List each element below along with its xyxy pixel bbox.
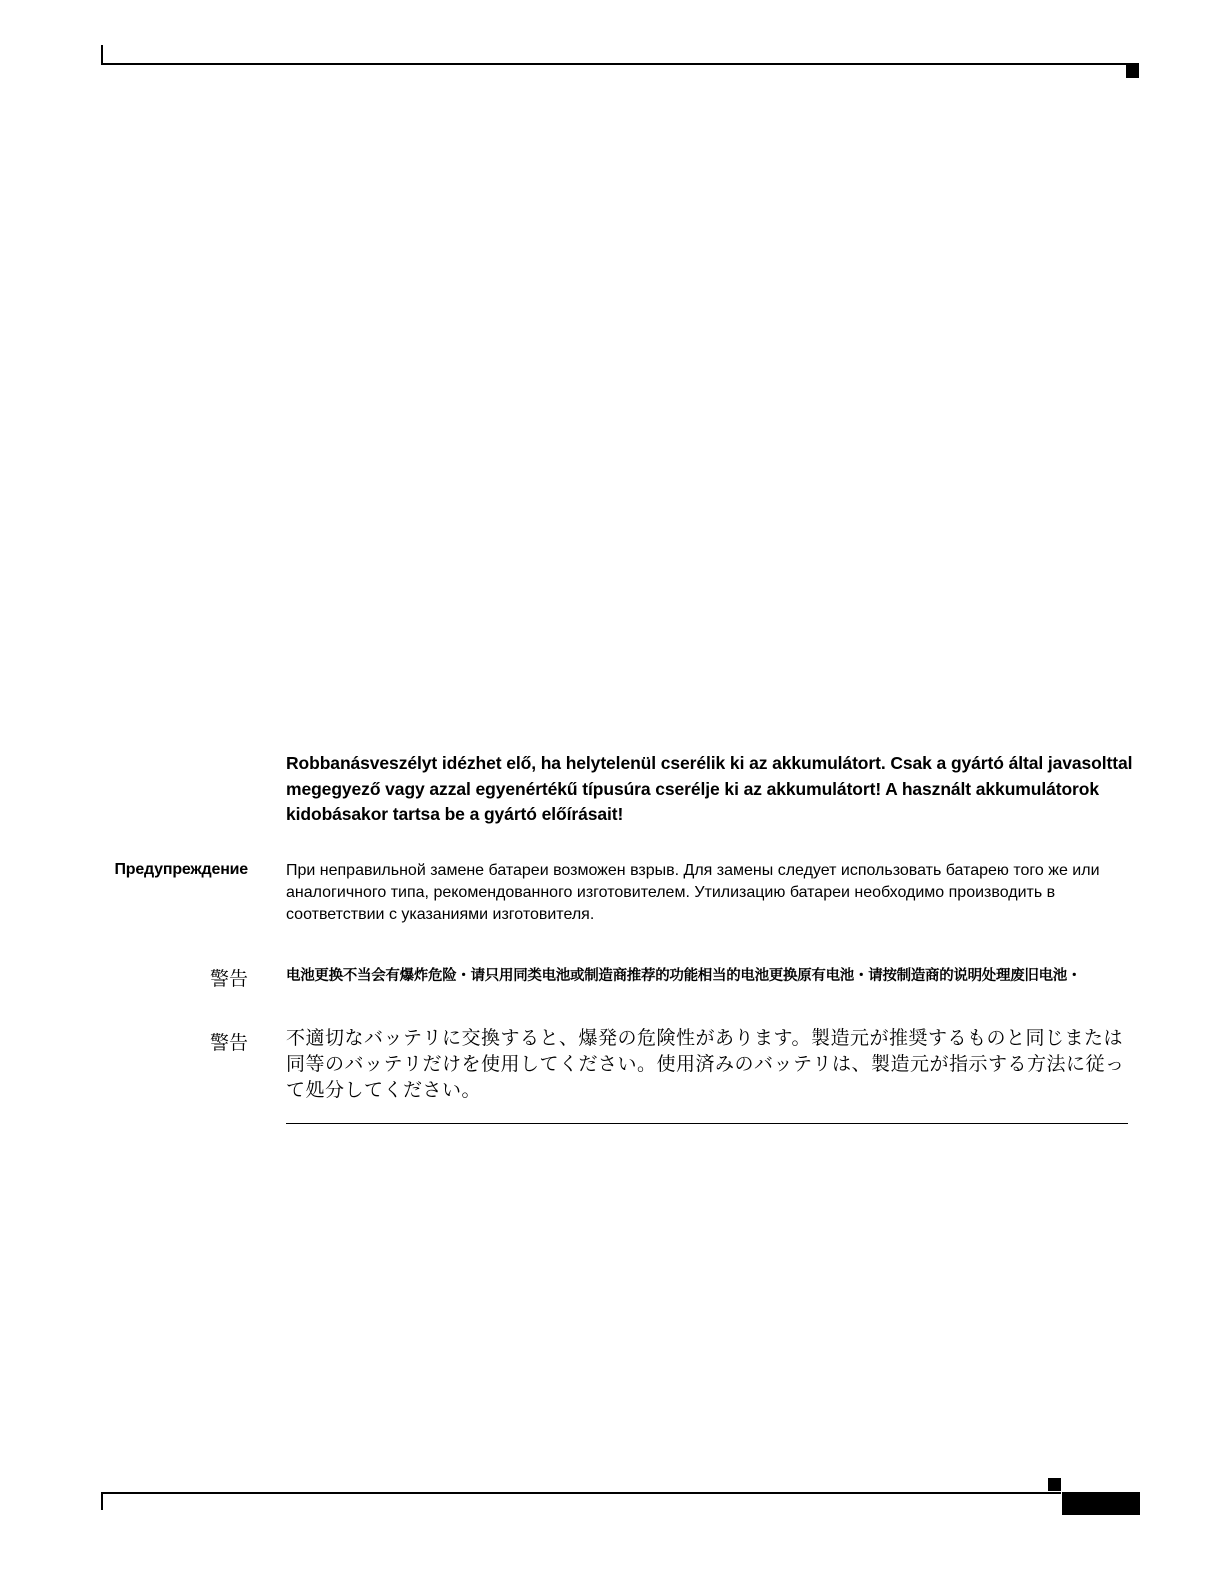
warning-text-russian: При неправильной замене батареи возможен взрыв. Для замены следует использовать батарею того же или аналогичного типа, рекомендованного изготовителем. Утилизацию батареи необходимо производить в соответствии с указаниями изготовителя. (286, 862, 1100, 923)
header-rule (101, 63, 1139, 65)
warning-label-chinese: 警告 (209, 969, 248, 990)
footer-marker (1048, 1478, 1061, 1491)
footer-rule (101, 1492, 1061, 1494)
warning-label-russian: Предупреждение (114, 861, 248, 878)
page-number-tab (1062, 1492, 1140, 1515)
section-end-rule (286, 1123, 1128, 1124)
header-marker (1126, 65, 1139, 78)
footer-tick (101, 1493, 103, 1510)
header-tick (101, 45, 103, 64)
warning-label-japanese: 警告 (209, 1033, 248, 1054)
warning-text-japanese: 不適切なバッテリに交換すると、爆発の危険性があります。製造元が推奨するものと同じまたは同等のバッテリだけを使用してください。使用済みのバッテリは、製造元が指示する方法に従って処分してください。 (286, 1028, 1125, 1101)
warning-text-hungarian: Robbanásveszélyt idézhet elő, ha helytelenül cserélik ki az akkumulátort. Csak a gyártó által javasolttal megegyező vagy azzal egyenértékű típusúra cserélje ki az akkumulátort! A használt akkumulátorok kidobásakor tartsa be a gyártó előírásait! (286, 753, 1133, 824)
warning-text-chinese: 电池更换不当会有爆炸危险・请只用同类电池或制造商推荐的功能相当的电池更换原有电池・请按制造商的说明处理废旧电池・ (286, 968, 1082, 984)
